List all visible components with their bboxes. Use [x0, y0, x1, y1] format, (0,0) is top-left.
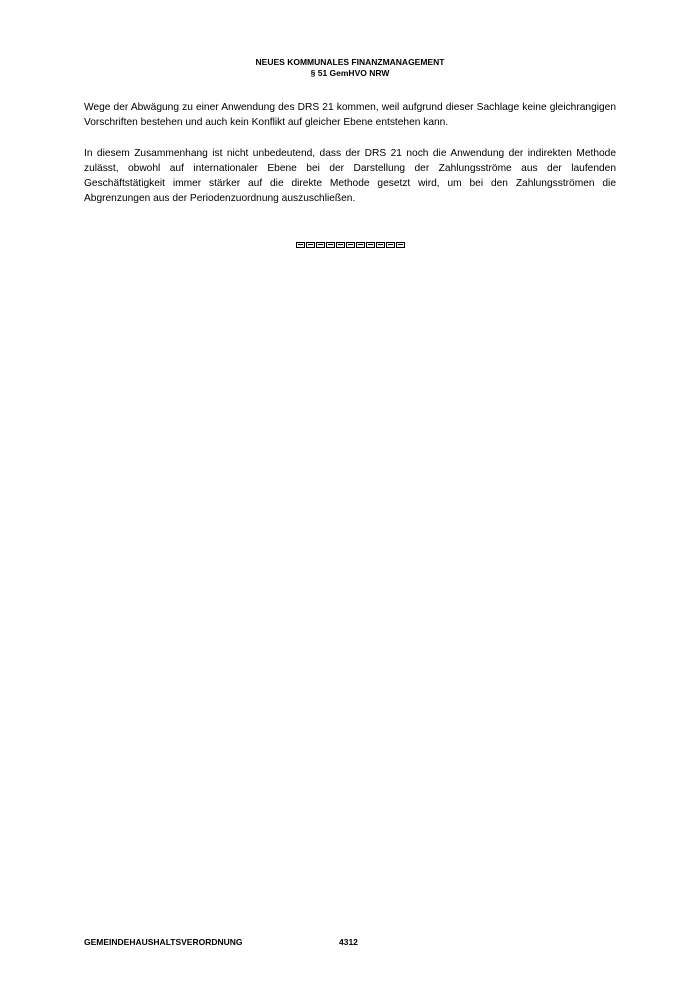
divider-segment — [306, 242, 315, 248]
paragraph-1: Wege der Abwägung zu einer Anwendung des DRS 21 kommen, weil aufgrund dieser Sachlage keine gleichrangigen Vorschriften bestehen und auch kein Konflikt auf gleicher Ebene entstehen kann. — [84, 102, 616, 129]
divider-segment — [356, 242, 365, 248]
divider-segment — [326, 242, 335, 248]
footer-title: GEMEINDEHAUSHALTSVERORDNUNG — [84, 937, 243, 947]
divider-segment — [296, 242, 305, 248]
paragraph-2: In diesem Zusammenhang ist nicht unbedeutend, dass der DRS 21 noch die Anwendung der indirekten Methode zulässt, obwohl auf internationaler Ebene bei der Darstellung der Zahlungsströme aus der laufenden Geschäftstätigkeit immer stärker auf die direkte Methode gesetzt wird, um bei den Zahlungsströmen die Abgrenzungen aus der Periodenzuordnung auszuschließen. — [84, 147, 616, 205]
divider-segment — [316, 242, 325, 248]
header-section: § 51 GemHVO NRW — [310, 68, 390, 78]
divider-segment — [386, 242, 395, 248]
divider-segment — [346, 242, 355, 248]
divider-segment — [366, 242, 375, 248]
body-text — [84, 100, 616, 222]
chain-divider-icon — [296, 242, 406, 252]
header-title: NEUES KOMMUNALES FINANZMANAGEMENT — [255, 57, 445, 67]
page-header — [0, 57, 700, 79]
page-number: 4312 — [339, 937, 358, 947]
divider-segment — [396, 242, 405, 248]
divider-segment — [336, 242, 345, 248]
divider-segment — [376, 242, 385, 248]
